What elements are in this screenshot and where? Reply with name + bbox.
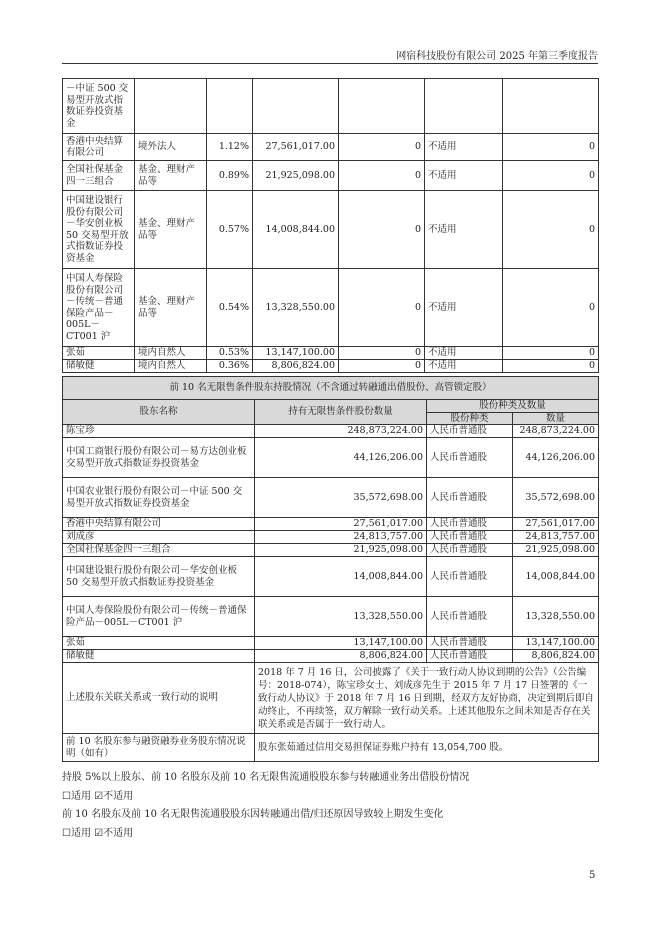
- share-class: 人民币普通股: [427, 650, 513, 663]
- holder-type: 境内自然人: [135, 347, 207, 360]
- margin-label: 前 10 名股东参与融资融券业务股东情况说明（如有）: [63, 734, 255, 762]
- section-title: 前 10 名无限售条件股东持股情况（不含通过转融通出借股份、高管锁定股）: [63, 377, 599, 400]
- table-row: [63, 191, 599, 269]
- pledge-status: 不适用: [425, 360, 503, 373]
- pledge-qty: 0: [503, 347, 599, 360]
- holder-name: 中国人寿保险股份有限公司－传统－普通保险产品－005L－CT001 沪: [63, 269, 135, 347]
- table-row: [63, 650, 599, 663]
- holder-shares: 14,008,844.00: [253, 191, 339, 269]
- share-qty: 14,008,844.00: [513, 557, 599, 597]
- holder-restricted: 0: [339, 347, 425, 360]
- change-title: 前 10 名股东及前 10 名无限售流通股股东因转融通出借/归还原因导致较上期发生变化: [62, 809, 444, 820]
- holder-name: 陈宝珍: [63, 425, 255, 438]
- table-row: [63, 637, 599, 650]
- table-row: [63, 425, 599, 438]
- share-class: 人民币普通股: [427, 637, 513, 650]
- holder-shares: 27,561,017.00: [253, 134, 339, 161]
- share-class: 人民币普通股: [427, 531, 513, 544]
- holder-pct: 0.53%: [207, 347, 253, 360]
- table-row: [63, 557, 599, 597]
- holder-name: 张茹: [63, 637, 255, 650]
- holder-shares: 13,147,100.00: [255, 637, 427, 650]
- col-header-shares: 持有无限售条件股份数量: [255, 400, 427, 425]
- holder-shares: 44,126,206.00: [255, 438, 427, 478]
- holder-shares: 35,572,698.00: [255, 478, 427, 518]
- share-qty: 13,147,100.00: [513, 637, 599, 650]
- share-class: 人民币普通股: [427, 597, 513, 637]
- share-qty: 27,561,017.00: [513, 518, 599, 531]
- relation-label: 上述股东关联关系或一致行动的说明: [63, 663, 255, 734]
- holder-pct: 0.36%: [207, 360, 253, 373]
- pledge-status: 不适用: [425, 347, 503, 360]
- relation-text: 2018 年 7 月 16 日，公司披露了《关于一致行动人协议到期的公告》（公告编号：2018-074），陈宝珍女士、刘成彦先生于 2015 年 7 月 17 日签署的《一致行动人协议》于 2018 年 7 月 16 日到期，经双方友好协商，决定到期后即自动终止，不再续签，双方解除一致行动关系。上述其他股东之间未知是否存在关联关系或是否属于一致行动人。: [255, 663, 599, 734]
- lending-title: 持股 5%以上股东、前 10 名股东及前 10 名无限售流通股股东参与转融通业务出借股份情况: [62, 772, 470, 783]
- holder-name: 张茹: [63, 347, 135, 360]
- holder-name: 中国建设银行股份有限公司－华安创业板 50 交易型开放式指数证券投资基金: [63, 191, 135, 269]
- holder-name: 香港中央结算有限公司: [63, 134, 135, 161]
- share-qty: 35,572,698.00: [513, 478, 599, 518]
- holder-name: 中国建设银行股份有限公司－华安创业板 50 交易型开放式指数证券投资基金: [63, 557, 255, 597]
- holder-name: 储敏健: [63, 650, 255, 663]
- table-row: [63, 161, 599, 191]
- holder-name: －中证 500 交易型开放式指数证券投资基金: [63, 79, 135, 134]
- table-row: [63, 79, 599, 134]
- share-qty: 24,813,757.00: [513, 531, 599, 544]
- holder-name: 中国人寿保险股份有限公司－传统－普通保险产品－005L－CT001 沪: [63, 597, 255, 637]
- top-holders-table: [62, 78, 599, 373]
- holder-shares: 8,806,824.00: [255, 650, 427, 663]
- holder-name: 全国社保基金四一三组合: [63, 161, 135, 191]
- pledge-qty: 0: [503, 134, 599, 161]
- page-number: 5: [589, 870, 596, 881]
- holder-restricted: 0: [339, 191, 425, 269]
- table-row: [63, 438, 599, 478]
- holder-shares: 21,925,098.00: [253, 161, 339, 191]
- share-qty: 21,925,098.00: [513, 544, 599, 557]
- col-header-qty: 数量: [513, 412, 599, 425]
- holder-shares: 13,328,550.00: [253, 269, 339, 347]
- share-class: 人民币普通股: [427, 478, 513, 518]
- holder-pct: 0.89%: [207, 161, 253, 191]
- lending-option: ☐适用 ☑不适用: [62, 791, 134, 802]
- table-row: [63, 269, 599, 347]
- unrestricted-holders-table: [62, 376, 599, 762]
- holder-shares: 248,873,224.00: [255, 425, 427, 438]
- pledge-qty: 0: [503, 269, 599, 347]
- holder-name: 刘成彦: [63, 531, 255, 544]
- table-row: [63, 518, 599, 531]
- holder-type: 境外法人: [135, 134, 207, 161]
- holder-name: 中国工商银行股份有限公司－易方达创业板交易型开放式指数证券投资基金: [63, 438, 255, 478]
- table-row: [63, 134, 599, 161]
- holder-shares: 8,806,824.00: [253, 360, 339, 373]
- holder-restricted: 0: [339, 134, 425, 161]
- share-qty: 248,873,224.00: [513, 425, 599, 438]
- holder-pct: 1.12%: [207, 134, 253, 161]
- holder-shares: 24,813,757.00: [255, 531, 427, 544]
- table-row: [63, 597, 599, 637]
- holder-name: 全国社保基金四一三组合: [63, 544, 255, 557]
- table-row: [63, 544, 599, 557]
- holder-restricted: 0: [339, 161, 425, 191]
- share-class: 人民币普通股: [427, 518, 513, 531]
- holder-type: 基金、理财产品等: [135, 161, 207, 191]
- header-divider: [62, 63, 598, 64]
- holder-shares: 21,925,098.00: [255, 544, 427, 557]
- holder-type: 基金、理财产品等: [135, 269, 207, 347]
- holder-restricted: 0: [339, 360, 425, 373]
- margin-text: 股东张茹通过信用交易担保证券账户持有 13,054,700 股。: [255, 734, 599, 762]
- pledge-status: 不适用: [425, 191, 503, 269]
- col-header-name: 股东名称: [63, 400, 255, 425]
- share-qty: 8,806,824.00: [513, 650, 599, 663]
- change-option: ☐适用 ☑不适用: [62, 828, 134, 839]
- holder-pct: 0.57%: [207, 191, 253, 269]
- pledge-qty: 0: [503, 191, 599, 269]
- share-class: 人民币普通股: [427, 557, 513, 597]
- holder-name: 中国农业银行股份有限公司－中证 500 交易型开放式指数证券投资基金: [63, 478, 255, 518]
- report-header: 网宿科技股份有限公司 2025 年第三季度报告: [396, 51, 598, 62]
- table-row: [63, 531, 599, 544]
- holder-name: 香港中央结算有限公司: [63, 518, 255, 531]
- holder-name: 储敏健: [63, 360, 135, 373]
- pledge-status: 不适用: [425, 269, 503, 347]
- share-class: 人民币普通股: [427, 544, 513, 557]
- holder-shares: 13,147,100.00: [253, 347, 339, 360]
- holder-shares: 14,008,844.00: [255, 557, 427, 597]
- holder-shares: 27,561,017.00: [255, 518, 427, 531]
- col-header-class: 股份种类: [427, 412, 513, 425]
- pledge-qty: 0: [503, 360, 599, 373]
- table-row: [63, 360, 599, 373]
- share-class: 人民币普通股: [427, 425, 513, 438]
- holder-restricted: 0: [339, 269, 425, 347]
- holder-type: 基金、理财产品等: [135, 191, 207, 269]
- share-qty: 44,126,206.00: [513, 438, 599, 478]
- table-row: [63, 478, 599, 518]
- share-qty: 13,328,550.00: [513, 597, 599, 637]
- pledge-status: 不适用: [425, 134, 503, 161]
- share-class: 人民币普通股: [427, 438, 513, 478]
- pledge-status: 不适用: [425, 161, 503, 191]
- holder-shares: 13,328,550.00: [255, 597, 427, 637]
- col-header-class-group: 股份种类及数量: [427, 400, 599, 413]
- holder-type: 境内自然人: [135, 360, 207, 373]
- table-row: [63, 347, 599, 360]
- holder-pct: 0.54%: [207, 269, 253, 347]
- pledge-qty: 0: [503, 161, 599, 191]
